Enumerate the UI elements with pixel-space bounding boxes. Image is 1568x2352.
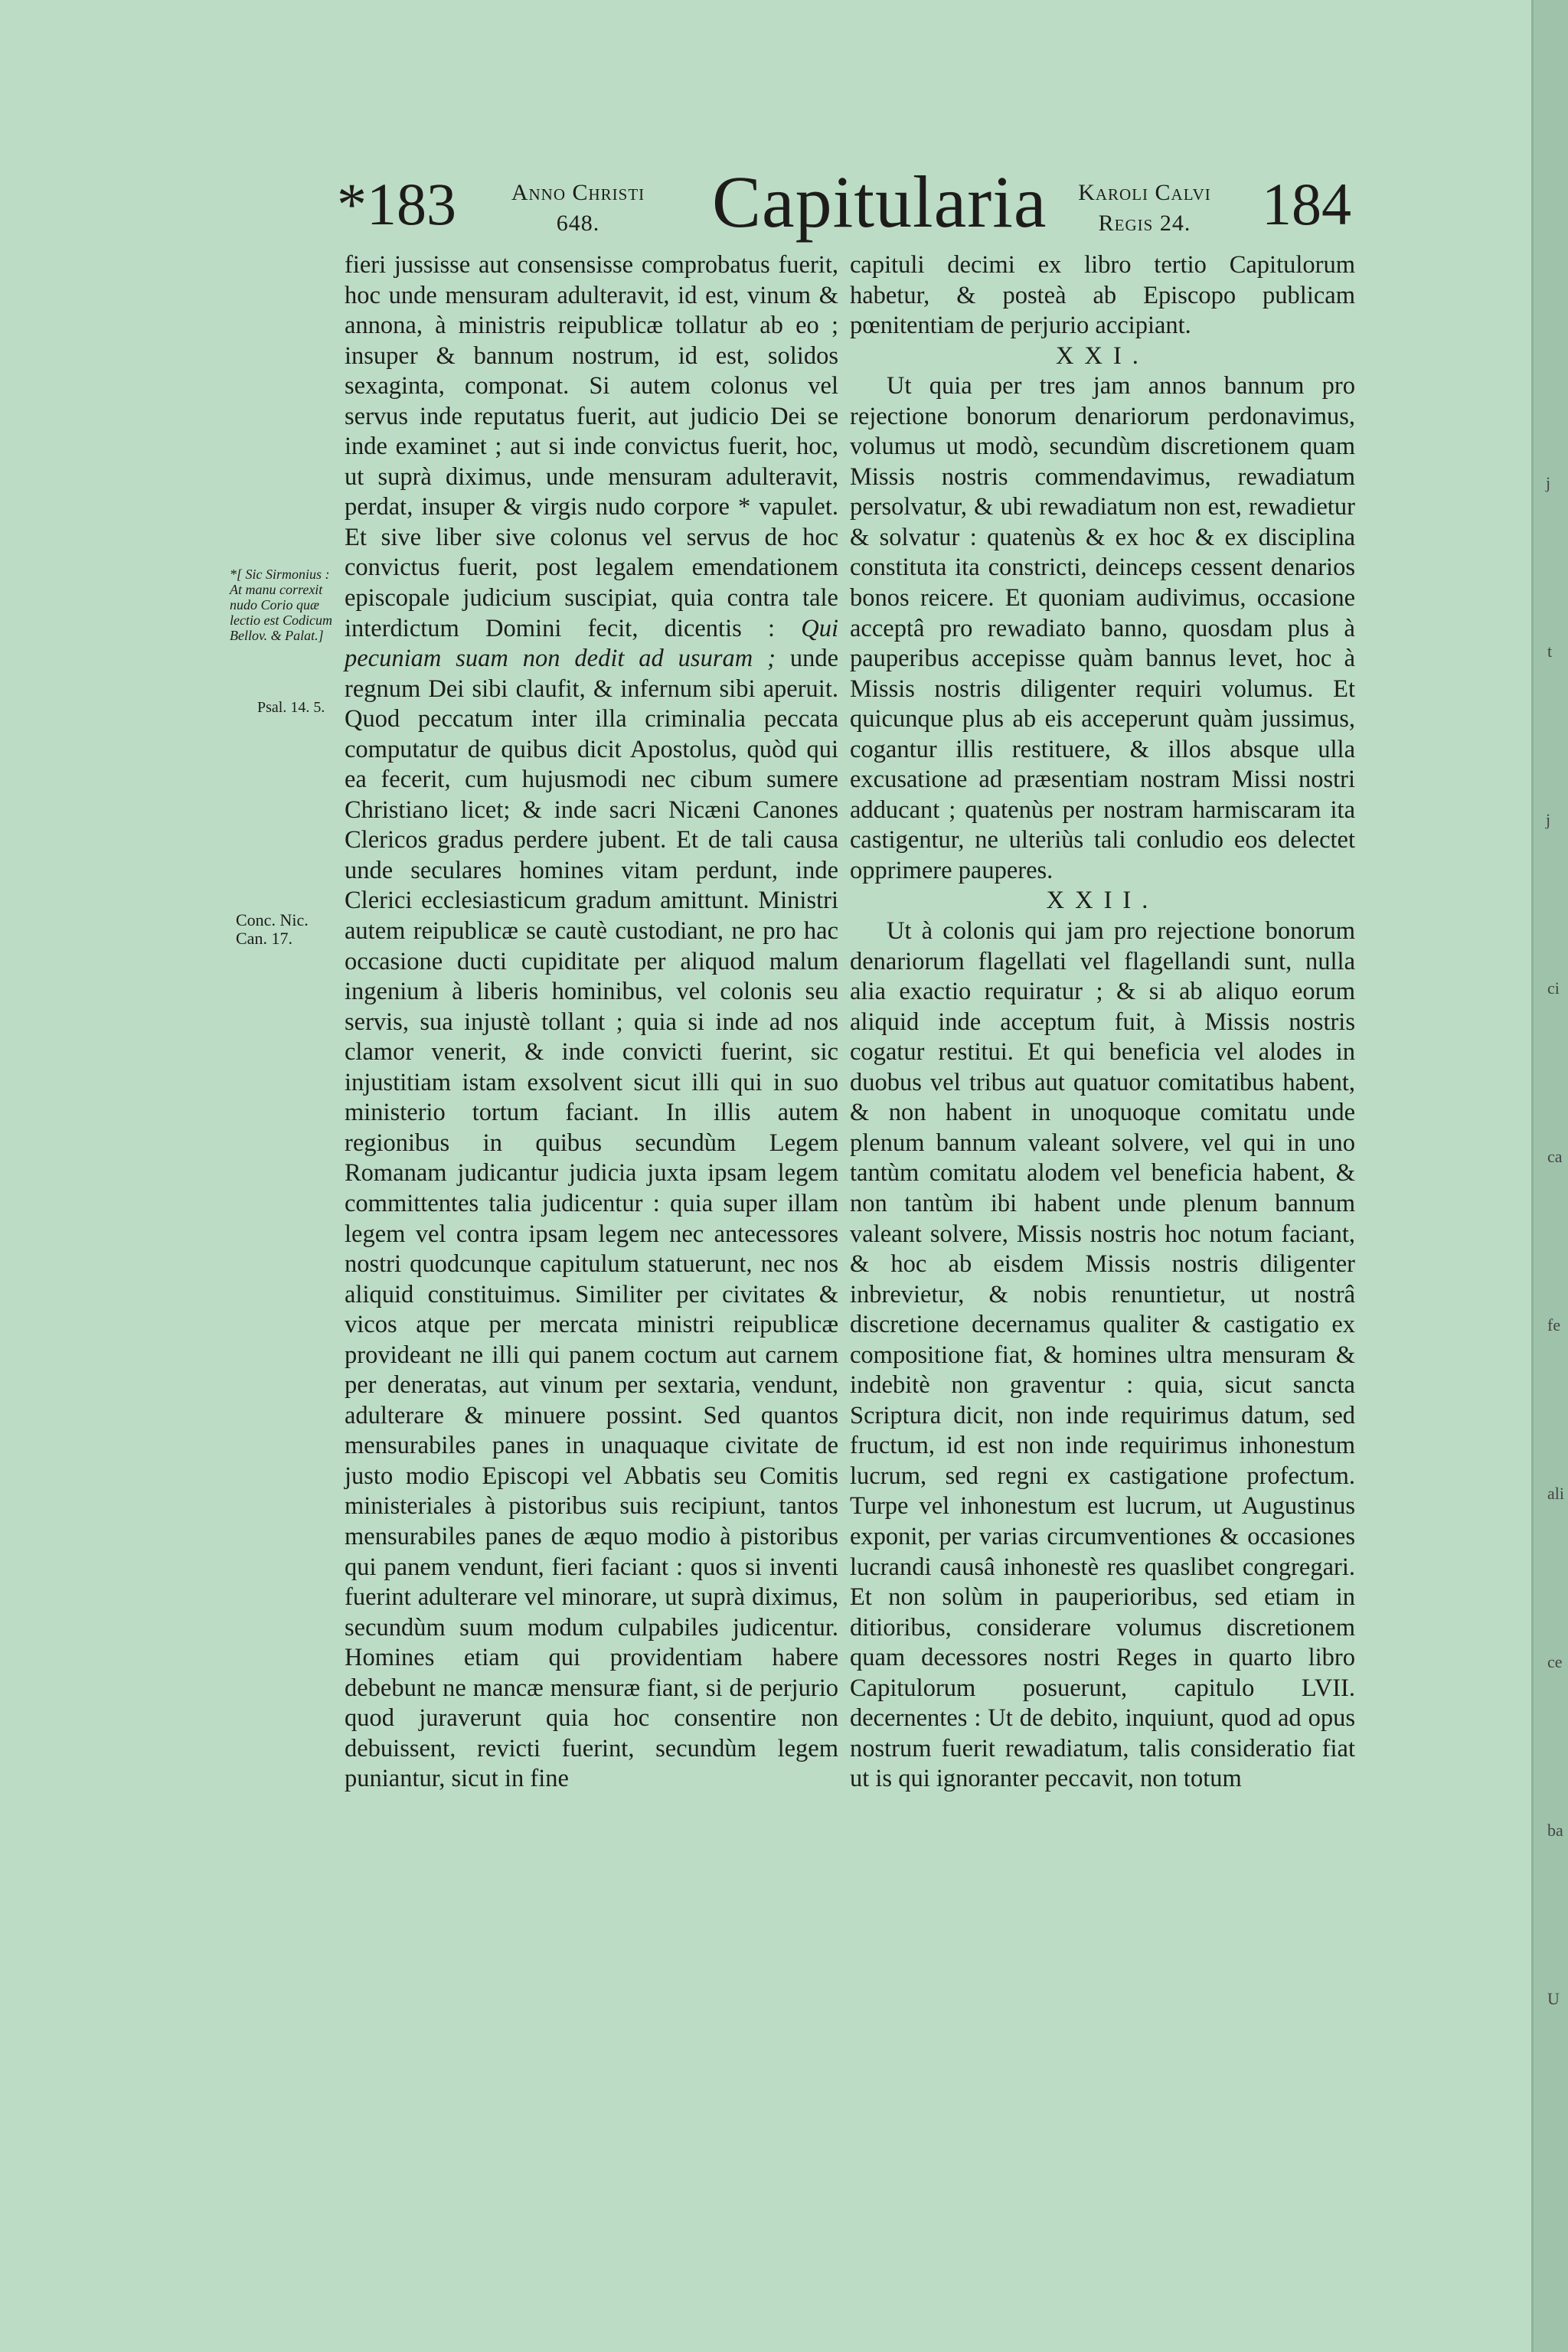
facing-page-fragment: t bbox=[1547, 642, 1553, 661]
facing-page-fragment: j bbox=[1546, 473, 1551, 492]
facing-page-fragment: ali bbox=[1547, 1484, 1564, 1503]
margin-note-council-reference: Conc. Nic. Can. 17. bbox=[236, 910, 309, 948]
facing-page-fragment: j bbox=[1546, 810, 1551, 829]
chapter-heading-21: XXI. bbox=[1056, 341, 1149, 370]
paragraph-text: fieri jussisse aut consensisse comprobatus fuerit, hoc unde mensuram adulteravit, id est, vinum & annona, à ministris reipublicæ tollatur ab eo ; insuper & bannum nostrum, id est, solidos sexaginta, componat. Si autem colonus vel servus inde reputatus fuerit, aut judicio Dei se inde examinet ; aut si inde convictus fuerit, hoc, ut suprà diximus, unde mensuram adulteravit, perdat, insuper & virgis nudo corpore * vapulet. Et sive liber sive colonus vel servus de hoc convictus fuerit, post legalem emendationem episcopale judicium suscipiat, quia contra tale interdictum Domini fecit, dicentis : bbox=[345, 251, 838, 642]
scripture-quote: Qui pecuniam suam non dedit ad usuram ; bbox=[345, 614, 838, 673]
reign-caption-line1: Karoli Calvi bbox=[1078, 180, 1211, 205]
page-title: Capitularia bbox=[712, 161, 1047, 243]
reign-caption bbox=[1049, 178, 1240, 239]
facing-page-fragment: ci bbox=[1547, 978, 1560, 998]
facing-page-edge bbox=[1531, 0, 1568, 2352]
paragraph: Ut quia per tres jam annos bannum pro rejectione bonorum denariorum perdonavimus, volumus ut modò, secundùm discretionem quam Missis nostris commendavimus, rewadiatum persolvatur, & ubi rewadiatum non est, rewadietur & solvatur : quatenùs & ex hoc & ex disciplina constituta ita constricti, deinceps cessent denarios bonos reicere. Et quoniam audivimus, occasione acceptâ pro rewadiato banno, quosdam plus à pauperibus accepisse quàm bannus levet, hoc à Missis nostris diligenter requiri volumus. Et quicunque plus ab eis acceperunt quàm jussimus, cogantur illis restituere, & illos absque ulla excusatione ad præsentiam nostram Missi nostri adducant ; quatenùs per nostram harmiscaram ita castigentur, ne ulteriùs tali conludio eos delectet opprimere pauperes. bbox=[850, 372, 1355, 884]
year-caption-line2: 648. bbox=[556, 211, 600, 236]
facing-page-fragment: ca bbox=[1547, 1147, 1563, 1166]
margin-note-variant-reading: *[ Sic Sirmonius : At manu correxit nudo Corio quæ lectio est Codicum Bellov. & Palat.] bbox=[230, 567, 332, 643]
paragraph bbox=[345, 250, 838, 1795]
paragraph-text: unde regnum Dei sibi claufit, & infernum sibi aperuit. Quod peccatum inter illa criminalia peccata computatur de quibus dicit Apostolus, quòd qui ea fecerit, cum hujusmodi nec cibum sumere Christiano licet; & inde sacri Nicæni Canones Clericos gradus perdere jubent. Et de tali causa unde seculares homines vitam perdunt, inde Clerici ecclesiasticum gradum amittunt. Ministri autem reipublicæ se cautè custodiant, ne pro hac occasione ducti cupiditate per aliquod malum ingenium à liberis hominibus, vel colonis seu servis, sua injustè tollant ; quia si inde ad nos clamor venerit, & inde convicti fuerint, sic injustitiam istam exsolvent sicut illi qui in suo ministerio tortum faciant. In illis autem regionibus in quibus secundùm Legem Romanam judicantur judicia juxta ipsam legem committentes talia judicentur : quia super illam legem vel contra ipsam legem nec antecessores nostri quodcunque capitulum statuerunt, nec nos aliquid constituimus. Similiter per civitates & vicos atque per mercata ministri reipublicæ provideant ne illi qui panem coctum aut carnem per deneratas, aut vinum per sextaria, vendunt, adulterare & minuere possint. Sed quantos mensurabiles panes in unaquaque civitate de justo modio Episcopi vel Abbatis seu Comitis ministeriales à pistoribus suis recipiunt, tantos mensurabiles panes de æquo modio à pistoribus qui panem vendunt, fieri faciant : quos si inventi fuerint adulterare vel minorare, ut suprà diximus, secundùm suum modum culpabiles judicentur. Homines etiam qui providentiam habere debebunt ne mancæ mensuræ fiant, si de perjurio quod juraverunt quia hoc consentire non debuissent, revicti fuerint, secundùm legem puniantur, sicut in fine bbox=[345, 645, 839, 1793]
facing-page-fragment: ba bbox=[1547, 1821, 1563, 1840]
text-column-right bbox=[850, 250, 1355, 1795]
margin-note-psalm-reference: Psal. 14. 5. bbox=[257, 699, 325, 716]
paragraph: Ut à colonis qui jam pro rejectione bonorum denariorum flagellati vel flagellandi sunt, nulla alia exactio requiratur ; & si ab aliquo eorum aliquid inde acceptum fuit, à Missis nostris cogatur restitui. Et qui beneficia vel alodes in duobus vel tribus aut quatuor comitatibus habent, & non habent in unoquoque comitatu unde plenum bannum valeant solvere, vel qui in uno tantùm comitatu alodem vel beneficia habent, & non tantùm ibi habent unde plenum bannum valeant solvere, Missis nostris hoc notum faciant, & hoc ab eisdem Missis nostris diligenter inbrevietur, & nobis renuntietur, ut nostrâ discretione decernamus qualiter & castigatio ex compositione fiat, & homines ultra mensuram & indebitè non graventur : quia, sicut sancta Scriptura dicit, non inde requirimus datum, sed fructum, id est non inde requirimus inhonestum lucrum, sed regni ex castigatione profectum. Turpe vel inhonestum est lucrum, ut Augustinus exponit, per varias circumventiones & occasiones lucrandi causâ inhonestè res quaslibet congregari. Et non solùm in pauperioribus, sed etiam in ditioribus, considerare volumus discretionem quam decessores nostri Reges in quarto libro Capitulorum posuerunt, capitulo LVII. decernentes : Ut de debito, inquiunt, quod ad opus nostrum fuerit rewadiatum, talis consideratio fiat ut is qui ignoranter peccavit, non totum bbox=[850, 917, 1355, 1793]
facing-page-fragment: U bbox=[1547, 1989, 1560, 2008]
year-caption bbox=[490, 178, 666, 239]
facing-page-fragment: fe bbox=[1547, 1315, 1561, 1334]
paragraph: capituli decimi ex libro tertio Capitulorum habetur, & posteà ab Episcopo publicam pœnitentiam de perjurio accipiant. bbox=[850, 251, 1355, 340]
reign-caption-line2: Regis 24. bbox=[1098, 211, 1191, 236]
facing-page-fragment: ce bbox=[1547, 1652, 1563, 1671]
running-header bbox=[0, 0, 1531, 253]
page-number-left: *183 bbox=[337, 171, 456, 237]
text-column-left bbox=[345, 250, 838, 1795]
page-number-right: 184 bbox=[1262, 171, 1351, 237]
chapter-heading-22: XXII. bbox=[1046, 887, 1159, 915]
year-caption-line1: Anno Christi bbox=[511, 180, 645, 205]
